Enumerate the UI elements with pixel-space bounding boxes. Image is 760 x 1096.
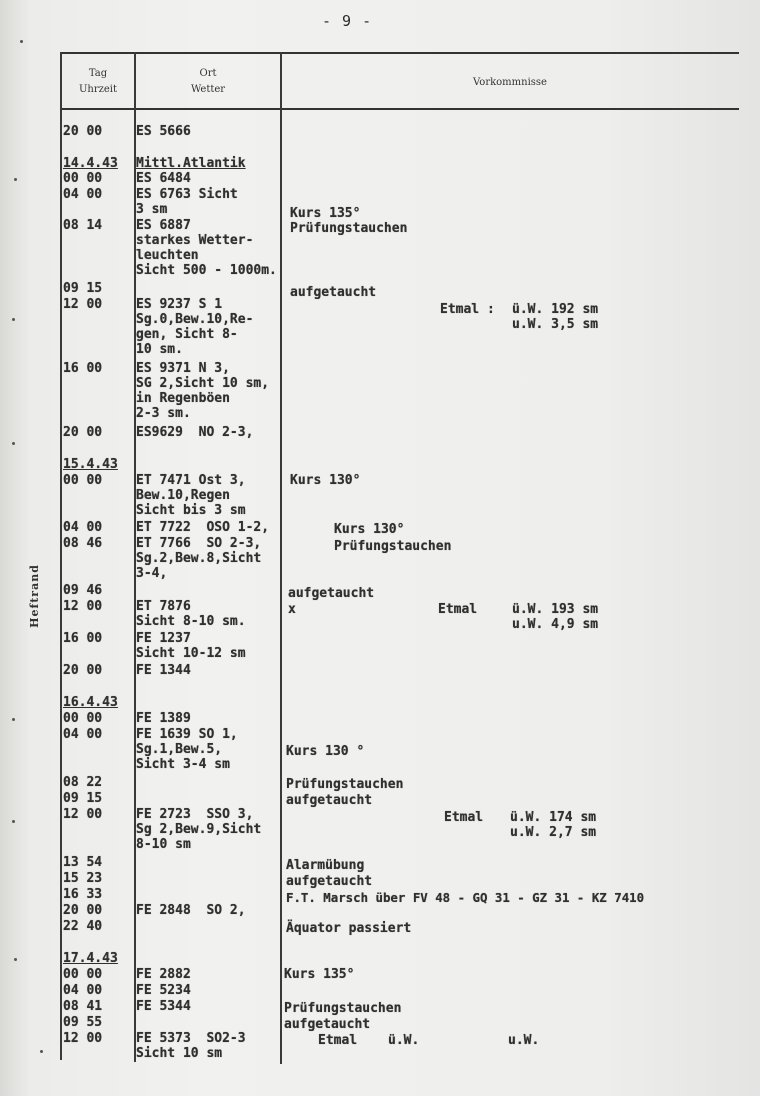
date-heading: 17.4.43 [63, 951, 118, 966]
etmal-values: u.W. [508, 1033, 540, 1048]
margin-speck [40, 1050, 43, 1053]
margin-speck [12, 318, 15, 321]
etmal-label: Etmal : [440, 302, 495, 317]
row-event: Alarmübung [286, 858, 365, 873]
row-time: 09 15 [63, 281, 103, 296]
table-top-border [60, 52, 739, 54]
row-event: aufgetaucht [286, 874, 373, 889]
row-event: aufgetaucht [284, 1017, 371, 1032]
etmal-label: Etmal [438, 602, 478, 617]
etmal-values: ü.W. 174 sm u.W. 2,7 sm [510, 810, 597, 840]
row-event: aufgetaucht [286, 793, 373, 808]
row-time: 20 00 [63, 425, 103, 440]
row-time: 04 00 [63, 520, 103, 535]
row-time: 15 23 [63, 871, 103, 886]
row-place: FE 2723 SSO 3, Sg 2,Bew.9,Sicht 8-10 sm [136, 807, 262, 852]
row-place: Mittl.Atlantik [136, 156, 246, 171]
col-divider-2 [280, 52, 282, 1064]
margin-speck [12, 718, 15, 721]
row-time: 00 00 [63, 473, 103, 488]
row-place: FE 1639 SO 1, Sg.1,Bew.5, Sicht 3-4 sm [136, 727, 238, 772]
row-place: ES9629 NO 2-3, [136, 425, 254, 440]
row-time: 16 00 [63, 631, 103, 646]
row-time: 08 22 [63, 775, 103, 790]
etmal-values: ü.W. 192 sm u.W. 3,5 sm [512, 302, 599, 332]
header-ort-wetter [136, 66, 280, 98]
row-time: 20 00 [63, 124, 103, 139]
row-time: 09 15 [63, 791, 103, 806]
row-place: ET 7766 SO 2-3, Sg.2,Bew.8,Sicht 3-4, [136, 536, 262, 581]
margin-speck [12, 442, 15, 445]
row-event: Kurs 130° [290, 473, 361, 488]
row-time: 20 00 [63, 663, 103, 678]
row-time: 12 00 [63, 807, 103, 822]
row-time: 00 00 [63, 711, 103, 726]
row-place: FE 1344 [136, 663, 191, 678]
date-heading: 16.4.43 [63, 695, 118, 710]
row-place: ET 7722 OSO 1-2, [136, 520, 270, 535]
row-time: 22 40 [63, 919, 103, 934]
row-place: ET 7471 Ost 3, Bew.10,Regen Sicht bis 3 sm [136, 473, 246, 518]
etmal-label: Etmal [444, 810, 484, 825]
row-time: 08 41 [63, 999, 103, 1014]
row-time: 20 00 [63, 903, 103, 918]
header-tag: Tag [88, 68, 108, 79]
row-time: 04 00 [63, 983, 103, 998]
row-event: Kurs 130 ° [286, 744, 365, 759]
row-place: ES 6484 [136, 171, 191, 186]
row-place: FE 2848 SO 2, [136, 903, 246, 918]
row-event: Kurs 130° [334, 522, 405, 537]
row-time: 08 14 [63, 218, 103, 233]
row-place: FE 1389 [136, 711, 191, 726]
etmal-label: Etmal [318, 1033, 358, 1048]
row-event: aufgetaucht [290, 285, 377, 300]
row-event: Prüfungstauchen [284, 1001, 402, 1016]
margin-speck [14, 958, 17, 961]
row-place: ES 9237 S 1 Sg.0,Bew.10,Re- gen, Sicht 8- 10 sm. [136, 297, 254, 357]
row-event: Prüfungstauchen [286, 777, 404, 792]
row-event: Kurs 135° [284, 967, 355, 982]
header-uhrzeit: Uhrzeit [78, 84, 118, 95]
row-time: 09 46 [63, 583, 103, 598]
row-place: ES 6763 Sicht 3 sm [136, 187, 238, 217]
row-event: aufgetaucht [288, 586, 375, 601]
margin-speck [14, 178, 17, 181]
row-place: FE 1237 Sicht 10-12 sm [136, 631, 246, 661]
header-tag-uhrzeit [62, 66, 134, 98]
row-time: 16 00 [63, 361, 103, 376]
left-border [60, 52, 62, 1060]
margin-speck [12, 820, 15, 823]
row-time: 12 00 [63, 599, 103, 614]
row-time: 12 00 [63, 297, 103, 312]
date-heading: 15.4.43 [63, 457, 118, 472]
row-place: ES 9371 N 3, SG 2,Sicht 10 sm, in Regenböen 2-3 sm. [136, 361, 270, 421]
etmal-values: ü.W. 193 sm u.W. 4,9 sm [512, 602, 599, 632]
row-event: x [288, 602, 296, 617]
row-time: 00 00 [63, 171, 103, 186]
margin-speck [20, 40, 23, 43]
header-wetter: Wetter [190, 84, 226, 95]
row-event: Prüfungstauchen [334, 539, 452, 554]
row-place: ES 6887 starkes Wetter- leuchten Sicht 500 - 1000m. [136, 218, 277, 278]
row-event: Kurs 135° Prüfungstauchen [290, 206, 408, 236]
row-time: 16 33 [63, 887, 103, 902]
row-place: FE 5373 SO2-3 Sicht 10 sm [136, 1031, 246, 1061]
etmal-values: ü.W. [388, 1033, 420, 1048]
row-time: 09 55 [63, 1015, 103, 1030]
side-label: Heftrand [28, 564, 41, 628]
header-ort: Ort [199, 68, 217, 79]
row-place: FE 5234 [136, 983, 191, 998]
row-time: 08 46 [63, 536, 103, 551]
row-time: 13 54 [63, 855, 103, 870]
row-time: 04 00 [63, 187, 103, 202]
row-time: 00 00 [63, 967, 103, 982]
row-place: FE 2882 [136, 967, 191, 982]
page-number: - 9 - [322, 12, 373, 30]
date-heading: 14.4.43 [63, 156, 118, 171]
row-event: F.T. Marsch über FV 48 - GQ 31 - GZ 31 - KZ 7410 [286, 890, 645, 905]
header-bottom-border [60, 108, 739, 110]
row-place: ES 5666 [136, 124, 191, 139]
row-time: 12 00 [63, 1031, 103, 1046]
row-time: 04 00 [63, 727, 103, 742]
row-event: Äquator passiert [286, 921, 412, 936]
header-vorkommnisse: Vorkommnisse [473, 77, 547, 88]
row-place: ET 7876 Sicht 8-10 sm. [136, 599, 246, 629]
row-place: FE 5344 [136, 999, 191, 1014]
